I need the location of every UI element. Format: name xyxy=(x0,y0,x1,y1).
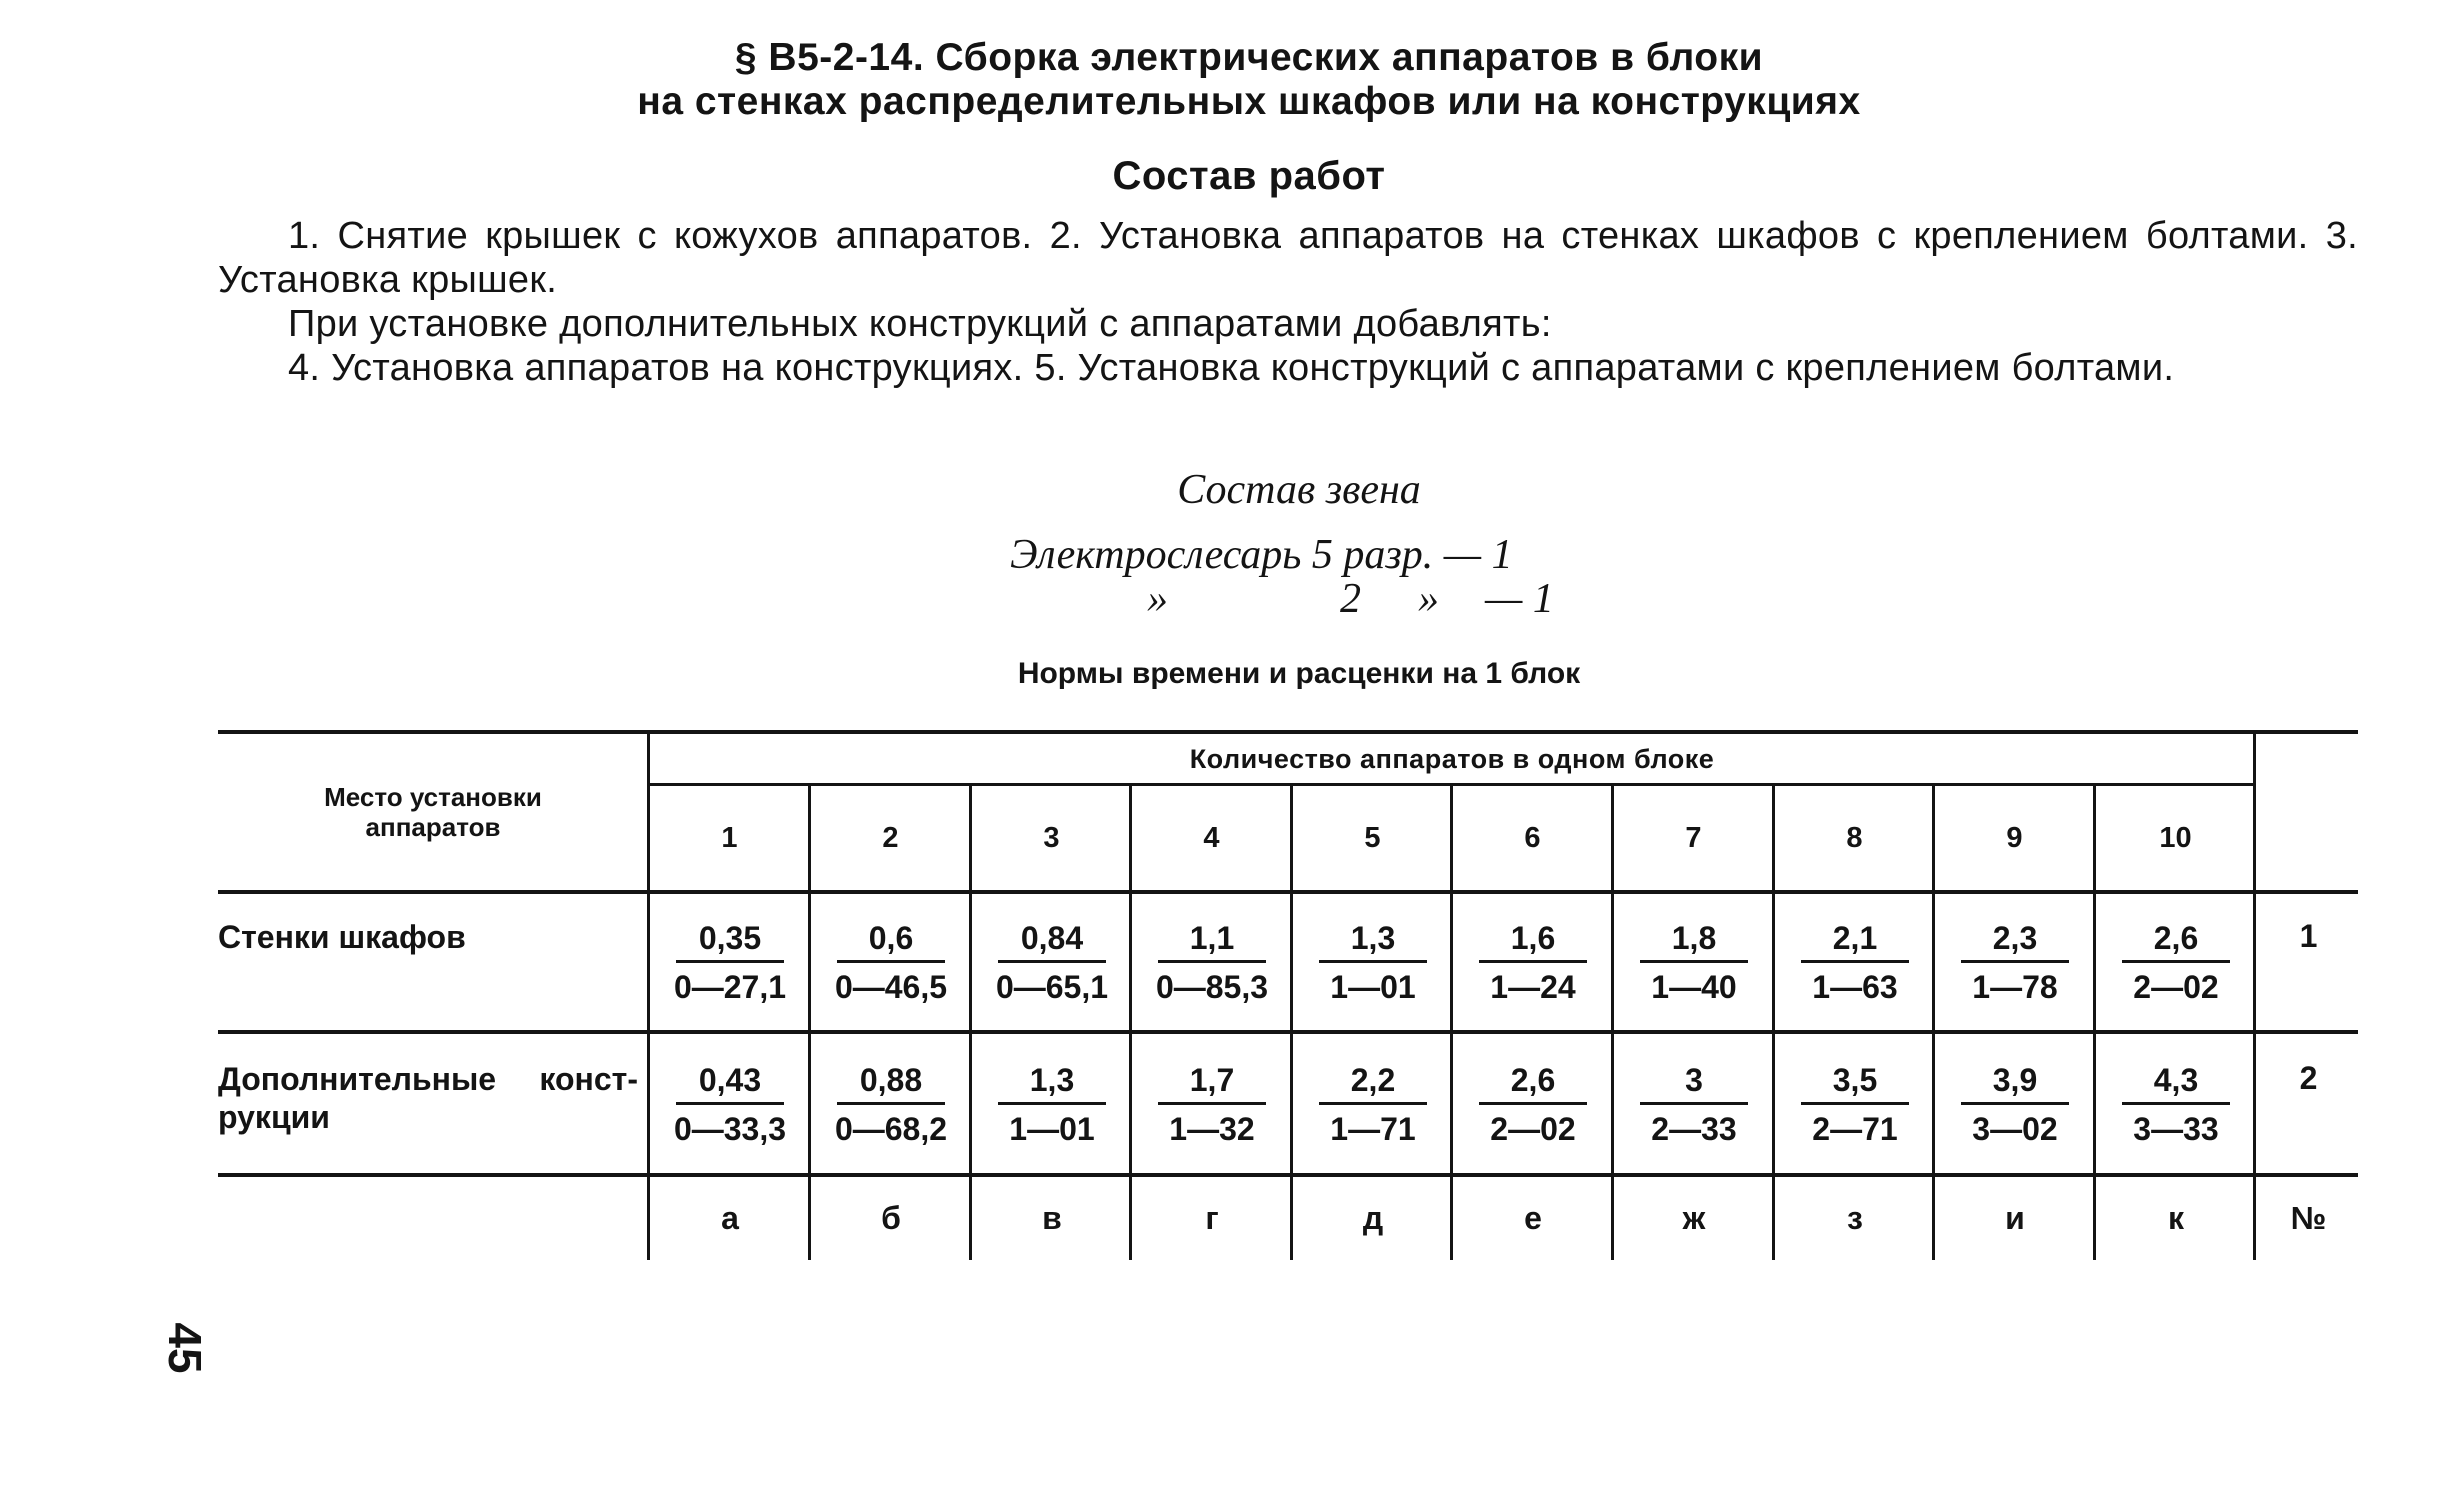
column-letter-4: г xyxy=(1205,1200,1219,1236)
work-paragraph-3: 4. Установка аппаратов на конструкциях. 5. Установка конструкций с аппаратами с креплением болтами. xyxy=(288,347,2175,389)
column-header-1: 1 xyxy=(721,821,738,854)
column-letter-5: д xyxy=(1362,1200,1384,1236)
crew-ditto-mark-2: » xyxy=(1418,576,1439,622)
row-1-col-10-value: 2,6 2—02 xyxy=(2096,918,2256,1007)
table-title: Нормы времени и расценки на 1 блок xyxy=(1017,657,1581,690)
row-2-col-9-value: 3,9 3—02 xyxy=(1935,1060,2095,1149)
column-header-4: 4 xyxy=(1203,821,1220,854)
row-2-col-2-value: 0,88 0—68,2 xyxy=(834,1062,948,1147)
column-header-5: 5 xyxy=(1364,821,1381,854)
row-2-col-8-value: 3,5 2—71 xyxy=(1775,1060,1935,1149)
row-1-bottom-rule xyxy=(218,1030,2358,1034)
row-2-bottom-rule xyxy=(218,1173,2358,1177)
crew-grade-2: 2 xyxy=(1340,576,1361,622)
column-header-8: 8 xyxy=(1846,821,1863,854)
quantity-header: Количество аппаратов в одном блоке xyxy=(1189,743,1715,774)
row-2-col-4-value: 1,7 1—32 xyxy=(1132,1060,1292,1149)
row-1-number: 1 xyxy=(2299,918,2318,954)
row-1-col-3-value: 0,84 0—65,1 xyxy=(995,920,1109,1005)
crew-count-2: — 1 xyxy=(1485,576,1554,622)
row-1-col-1-value: 0,35 0—27,1 xyxy=(673,920,787,1005)
row-1-col-9-value: 2,3 1—78 xyxy=(1935,918,2095,1007)
row-1-col-5-value: 1,3 1—01 xyxy=(1293,918,1453,1007)
row-2-col-5-value: 2,2 1—71 xyxy=(1293,1060,1453,1149)
column-header-2: 2 xyxy=(882,821,899,854)
number-column-header: № xyxy=(2290,1200,2327,1236)
work-paragraph-1: 1. Снятие крышек с кожухов аппаратов. 2. Установка аппаратов на стенках шкафов с креплением болтами. 3. Установка крышек. xyxy=(218,215,2358,301)
row-2-col-7-value: 3 2—33 xyxy=(1614,1060,1774,1149)
row-1-col-8-value: 2,1 1—63 xyxy=(1775,918,1935,1007)
column-letter-6: е xyxy=(1524,1200,1542,1236)
work-paragraph-2: При установке дополнительных конструкций с аппаратами добавлять: xyxy=(288,303,1552,345)
column-header-3: 3 xyxy=(1043,821,1060,854)
row-2-label xyxy=(218,1060,638,1136)
crew-ditto-mark-1: » xyxy=(1147,576,1168,622)
row-2-col-10-value: 4,3 3—33 xyxy=(2096,1060,2256,1149)
column-header-6: 6 xyxy=(1524,821,1541,854)
row-2-col-1-value: 0,43 0—33,3 xyxy=(673,1062,787,1147)
page-number: 45 xyxy=(159,1322,211,1374)
column-letter-7: ж xyxy=(1682,1200,1706,1236)
column-header-7: 7 xyxy=(1685,821,1702,854)
crew-heading: Состав звена xyxy=(1177,467,1421,513)
column-letter-8: з xyxy=(1847,1200,1863,1236)
row-1-col-4-value: 1,1 0—85,3 xyxy=(1155,920,1269,1005)
work-heading: Состав работ xyxy=(1112,154,1386,198)
column-letter-1: а xyxy=(721,1200,739,1236)
place-column-header: Место установки аппаратов xyxy=(324,782,542,842)
column-letter-2: б xyxy=(881,1200,901,1236)
column-letter-9: и xyxy=(2005,1200,2025,1236)
row-2-number: 2 xyxy=(2299,1060,2318,1096)
row-1-col-7-value: 1,8 1—40 xyxy=(1614,918,1774,1007)
column-header-10: 10 xyxy=(2159,821,2192,854)
row-2-col-6-value: 2,6 2—02 xyxy=(1453,1060,1613,1149)
row-2-label-line-2: рукции xyxy=(218,1099,330,1135)
row-1-label: Стенки шкафов xyxy=(218,919,466,955)
column-header-9: 9 xyxy=(2006,821,2023,854)
section-title-line1: § В5-2-14. Сборка электрических аппаратов в блоки xyxy=(734,36,1764,79)
column-letter-3: в xyxy=(1042,1200,1062,1236)
row-1-col-6-value: 1,6 1—24 xyxy=(1453,918,1613,1007)
row-1-col-2-value: 0,6 0—46,5 xyxy=(834,920,948,1005)
header-bottom-rule xyxy=(218,890,2358,894)
section-title-line2: на стенках распределительных шкафов или на конструкциях xyxy=(637,80,1861,123)
crew-line-1: Электрослесарь 5 разр. — 1 xyxy=(1010,532,1513,578)
row-2-col-3-value: 1,3 1—01 xyxy=(972,1060,1132,1149)
column-letter-10: к xyxy=(2167,1200,2184,1236)
row-2-label-line-1: Дополнительные конст- xyxy=(218,1061,638,1097)
